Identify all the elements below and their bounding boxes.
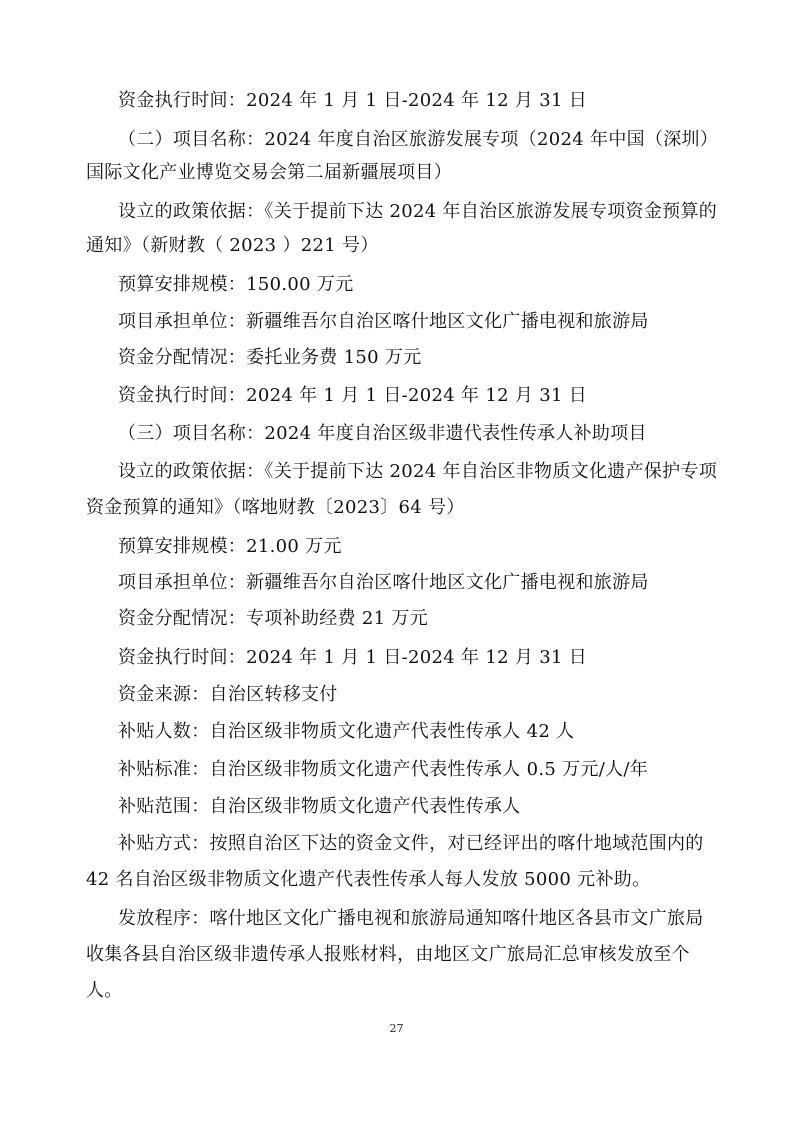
text-line: 补贴标准：自治区级非物质文化遗产代表性传承人 0.5 万元/人/年 [118,759,649,780]
text-line: 发放程序：喀什地区文化广播电视和旅游局通知喀什地区各县市文广旅局 [118,908,704,929]
text-line: 通知》（新财教（ 2023 ）221 号） [86,235,379,256]
text-line: 项目承担单位：新疆维吾尔自治区喀什地区文化广播电视和旅游局 [118,572,649,593]
text-line: 设立的政策依据：《关于提前下达 2024 年自治区非物质文化遗产保护专项 [118,461,718,482]
text-line: （三）项目名称：2024 年度自治区级非遗代表性传承人补助项目 [118,423,647,444]
text-line: 资金分配情况：专项补助经费 21 万元 [118,608,429,629]
text-line: 预算安排规模：21.00 万元 [118,536,342,557]
text-line: （二）项目名称：2024 年度自治区旅游发展专项（2024 年中国（深圳） [118,129,719,150]
text-line: 国际文化产业博览交易会第二届新疆展项目） [86,162,452,183]
text-line: 收集各县自治区级非遗传承人报账材料，由地区文广旅局汇总审核发放至个 [86,944,690,965]
text-line: 资金执行时间：2024 年 1 月 1 日-2024 年 12 月 31 日 [118,90,588,111]
text-line: 预算安排规模：150.00 万元 [118,274,354,295]
text-line: 人。 [86,980,123,1001]
text-line: 资金来源：自治区转移支付 [118,684,338,705]
text-line: 补贴方式：按照自治区下达的资金文件，对已经评出的喀什地域范围内的 [118,833,704,854]
text-line: 补贴范围：自治区级非物质文化遗产代表性传承人 [118,796,521,817]
text-line: 设立的政策依据：《关于提前下达 2024 年自治区旅游发展专项资金预算的 [118,201,718,222]
text-line: 补贴人数：自治区级非物质文化遗产代表性传承人 42 人 [118,721,575,742]
text-line: 项目承担单位：新疆维吾尔自治区喀什地区文化广播电视和旅游局 [118,311,649,332]
text-line: 资金预算的通知》（喀地财教〔2023〕64 号） [86,497,465,518]
page-number: 27 [389,1022,404,1035]
text-line: 资金分配情况：委托业务费 150 万元 [118,347,422,368]
text-line: 42 名自治区级非物质文化遗产代表性传承人每人发放 5000 元补助。 [86,869,651,890]
text-line: 资金执行时间：2024 年 1 月 1 日-2024 年 12 月 31 日 [118,647,588,668]
text-line: 资金执行时间：2024 年 1 月 1 日-2024 年 12 月 31 日 [118,385,588,406]
